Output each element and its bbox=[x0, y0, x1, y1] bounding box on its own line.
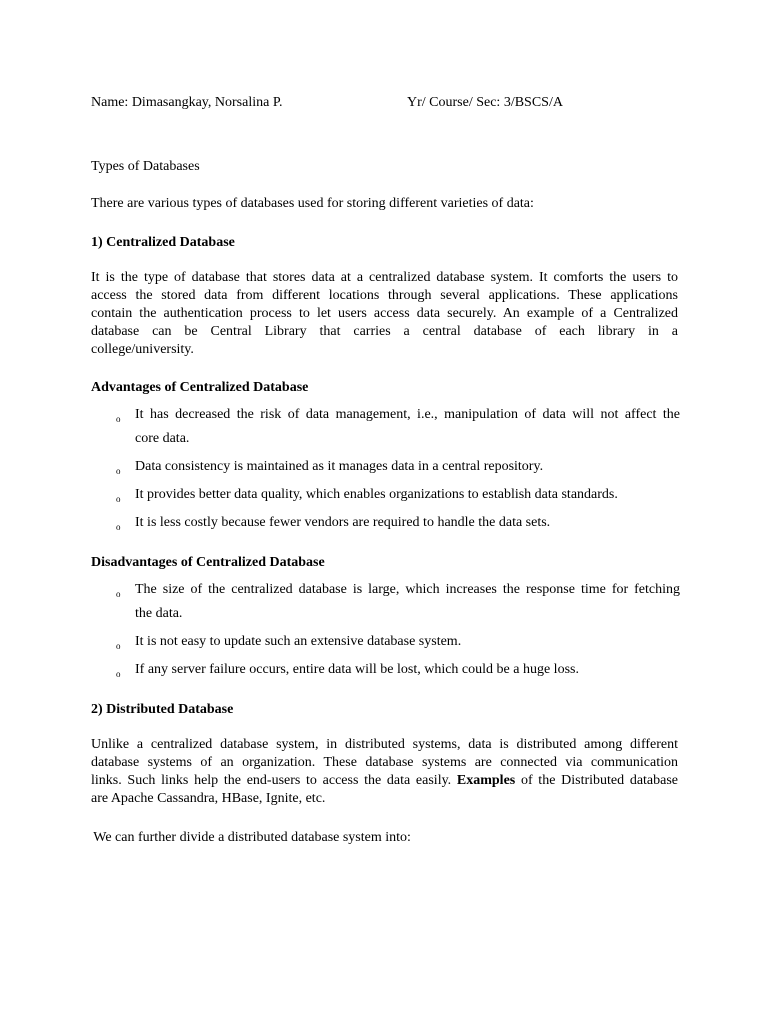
disadvantage-text: The size of the centralized database is large, which increases the response time for fetching bbox=[135, 582, 680, 597]
document-title: Types of Databases bbox=[91, 159, 200, 174]
disadvantage-item bbox=[135, 630, 680, 654]
section1-line: database can be Central Library that carries a central database of each library in a bbox=[91, 324, 678, 339]
bullet-marker: o bbox=[116, 466, 121, 476]
year-course-section: Yr/ Course/ Sec: 3/BSCS/A bbox=[407, 95, 563, 110]
section1-heading: 1) Centralized Database bbox=[91, 235, 235, 250]
advantage-text: Data consistency is maintained as it manages data in a central repository. bbox=[135, 459, 544, 474]
advantages-heading: Advantages of Centralized Database bbox=[91, 380, 309, 395]
section2-line3-post: of the Distributed database bbox=[515, 773, 679, 788]
section2-line3-pre: links. Such links help the end-users to access the data easily. bbox=[91, 773, 457, 788]
bullet-marker: o bbox=[116, 589, 121, 599]
advantage-text: core data. bbox=[135, 431, 190, 446]
section1-paragraph bbox=[91, 269, 678, 359]
disadvantages-heading: Disadvantages of Centralized Database bbox=[91, 555, 325, 570]
bullet-marker: o bbox=[116, 414, 121, 424]
section2-line: Unlike a centralized database system, in distributed systems, data is distributed among different bbox=[91, 737, 678, 752]
section2-line bbox=[91, 772, 678, 790]
advantage-item bbox=[135, 403, 680, 451]
student-name: Name: Dimasangkay, Norsalina P. bbox=[91, 95, 283, 110]
disadvantage-text: the data. bbox=[135, 606, 183, 621]
disadvantage-text: If any server failure occurs, entire data will be lost, which could be a huge loss. bbox=[135, 662, 579, 677]
section2-line: are Apache Cassandra, HBase, Ignite, etc. bbox=[91, 791, 326, 806]
further-divide-text: We can further divide a distributed database system into: bbox=[90, 830, 411, 845]
advantage-text: It is less costly because fewer vendors are required to handle the data sets. bbox=[135, 515, 551, 530]
section1-line: college/university. bbox=[91, 342, 194, 357]
advantage-item bbox=[135, 483, 680, 507]
disadvantage-text: It is not easy to update such an extensive database system. bbox=[135, 634, 462, 649]
intro-text: There are various types of databases used for storing different varieties of data: bbox=[91, 196, 534, 211]
section2-paragraph bbox=[91, 736, 678, 808]
bullet-marker: o bbox=[116, 494, 121, 504]
bullet-marker: o bbox=[116, 669, 121, 679]
section1-line: contain the authentication process to let users access data securely. An example of a Centralized bbox=[91, 306, 678, 321]
advantage-item bbox=[135, 455, 680, 479]
bullet-marker: o bbox=[116, 641, 121, 651]
section1-line: It is the type of database that stores data at a centralized database system. It comforts the users to bbox=[91, 270, 678, 285]
bullet-marker: o bbox=[116, 522, 121, 532]
advantage-text: It provides better data quality, which enables organizations to establish data standards. bbox=[135, 487, 618, 502]
examples-bold: Examples bbox=[456, 773, 516, 788]
advantage-text: It has decreased the risk of data management, i.e., manipulation of data will not affect the bbox=[135, 407, 680, 422]
disadvantage-item bbox=[135, 658, 680, 682]
section2-heading: 2) Distributed Database bbox=[91, 702, 234, 717]
section2-line: database systems of an organization. These database systems are connected via communication bbox=[91, 755, 678, 770]
advantage-item bbox=[135, 511, 680, 535]
section1-line: access the stored data from different locations through several applications. These applications bbox=[91, 288, 678, 303]
disadvantage-item bbox=[135, 578, 680, 626]
